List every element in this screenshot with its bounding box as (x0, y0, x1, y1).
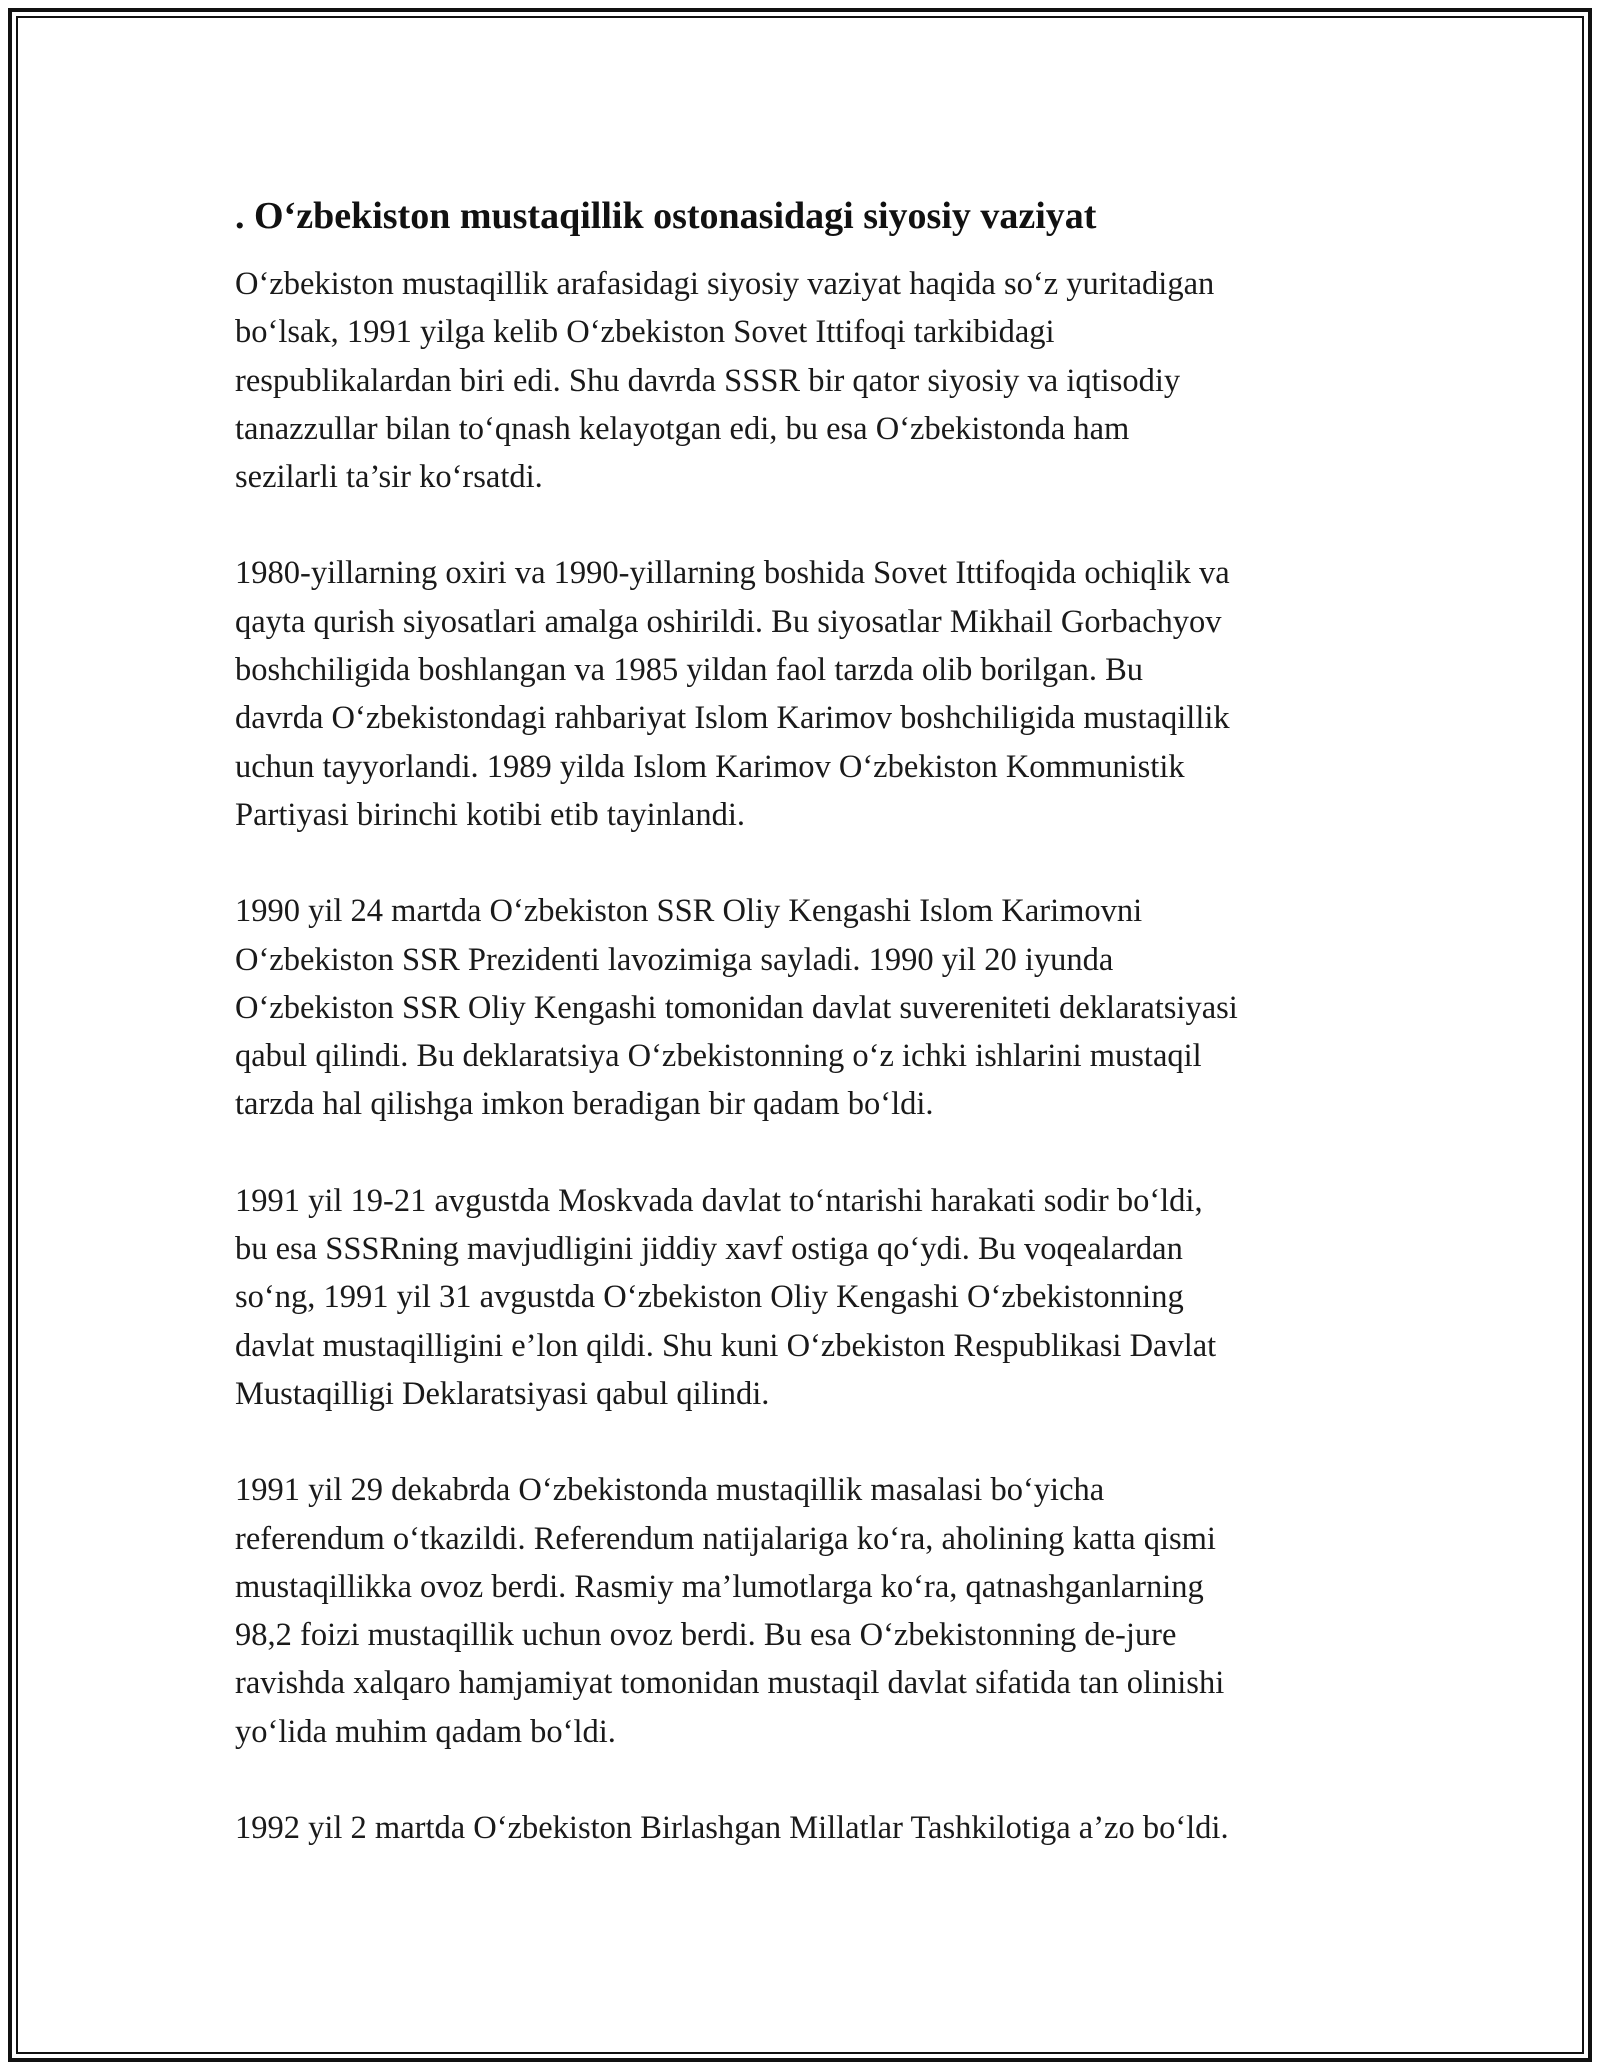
paragraph-line: tanazzullar bilan to‘qnash kelayotgan edi, bu esa O‘zbekistonda ham (235, 410, 1130, 447)
paragraph-line: Partiyasi birinchi kotibi etib tayinlandi. (235, 796, 745, 833)
paragraph-line: davlat mustaqilligini e’lon qildi. Shu kuni O‘zbekiston Respublikasi Davlat (235, 1327, 1217, 1364)
paragraph (235, 1466, 1375, 1756)
paragraph-line: tarzda hal qilishga imkon beradigan bir qadam bo‘ldi. (235, 1086, 934, 1123)
paragraph-line: 98,2 foizi mustaqillik uchun ovoz berdi. Bu esa O‘zbekistonning de-jure (235, 1617, 1177, 1654)
paragraph-line: sezilarli ta’sir ko‘rsatdi. (235, 459, 543, 496)
paragraph-line: ravishda xalqaro hamjamiyat tomonidan mustaqil davlat sifatida tan olinishi (235, 1665, 1225, 1702)
paragraph-line: uchun tayyorlandi. 1989 yilda Islom Karimov O‘zbekiston Kommunistik (235, 748, 1185, 785)
paragraph-line: 1992 yil 2 martda O‘zbekiston Birlashgan Millatlar Tashkilotiga a’zo bo‘ldi. (235, 1810, 1229, 1847)
paragraph-line: O‘zbekiston SSR Oliy Kengashi tomonidan davlat suvereniteti deklaratsiyasi (235, 989, 1238, 1026)
paragraph (235, 887, 1375, 1128)
paragraph-line: so‘ng, 1991 yil 31 avgustda O‘zbekiston Oliy Kengashi O‘zbekistonning (235, 1279, 1184, 1316)
paragraph-line: bu esa SSSRning mavjudligini jiddiy xavf ostiga qo‘ydi. Bu voqealardan (235, 1231, 1183, 1268)
document-body (235, 190, 1375, 1900)
paragraph-line: Mustaqilligi Deklaratsiyasi qabul qilindi. (235, 1375, 770, 1412)
paragraph (235, 1177, 1375, 1418)
paragraph-line: 1991 yil 19-21 avgustda Moskvada davlat to‘ntarishi harakati sodir bo‘ldi, (235, 1182, 1203, 1219)
paragraph (235, 1804, 1375, 1852)
paragraph-line: boshchiligida boshlangan va 1985 yildan faol tarzda olib borilgan. Bu (235, 652, 1144, 689)
paragraph-line: qayta qurish siyosatlari amalga oshirildi. Bu siyosatlar Mikhail Gorbachyov (235, 603, 1222, 640)
paragraph-line: davrda O‘zbekistondagi rahbariyat Islom Karimov boshchiligida mustaqillik (235, 700, 1230, 737)
paragraph-line: bo‘lsak, 1991 yilga kelib O‘zbekiston Sovet Ittifoqi tarkibidagi (235, 314, 1055, 351)
paragraph-line: O‘zbekiston SSR Prezidenti lavozimiga sayladi. 1990 yil 20 iyunda (235, 941, 1114, 978)
paragraph-line: mustaqillikka ovoz berdi. Rasmiy ma’lumotlarga ko‘ra, qatnashganlarning (235, 1568, 1204, 1605)
paragraph (235, 549, 1375, 839)
paragraph-line: respublikalardan biri edi. Shu davrda SSSR bir qator siyosiy va iqtisodiy (235, 362, 1181, 399)
paragraph-line: yo‘lida muhim qadam bo‘ldi. (235, 1713, 616, 1750)
paragraph-line: referendum o‘tkazildi. Referendum natijalariga ko‘ra, aholining katta qismi (235, 1520, 1216, 1557)
paragraph-line: 1990 yil 24 martda O‘zbekiston SSR Oliy Kengashi Islom Karimovni (235, 893, 1143, 930)
paragraph-line: 1991 yil 29 dekabrda O‘zbekistonda mustaqillik masalasi bo‘yicha (235, 1472, 1105, 1509)
paragraph-list (235, 260, 1375, 1852)
paragraph-line: O‘zbekiston mustaqillik arafasidagi siyosiy vaziyat haqida so‘z yuritadigan (235, 266, 1215, 302)
paragraph (235, 260, 1375, 501)
paragraph-line: qabul qilindi. Bu deklaratsiya O‘zbekistonning o‘z ichki ishlarini mustaqil (235, 1038, 1202, 1075)
paragraph-line: 1980-yillarning oxiri va 1990-yillarning boshida Sovet Ittifoqida ochiqlik va (235, 555, 1230, 592)
document-title: . O‘zbekiston mustaqillik ostonasidagi siyosiy vaziyat (235, 195, 1097, 237)
